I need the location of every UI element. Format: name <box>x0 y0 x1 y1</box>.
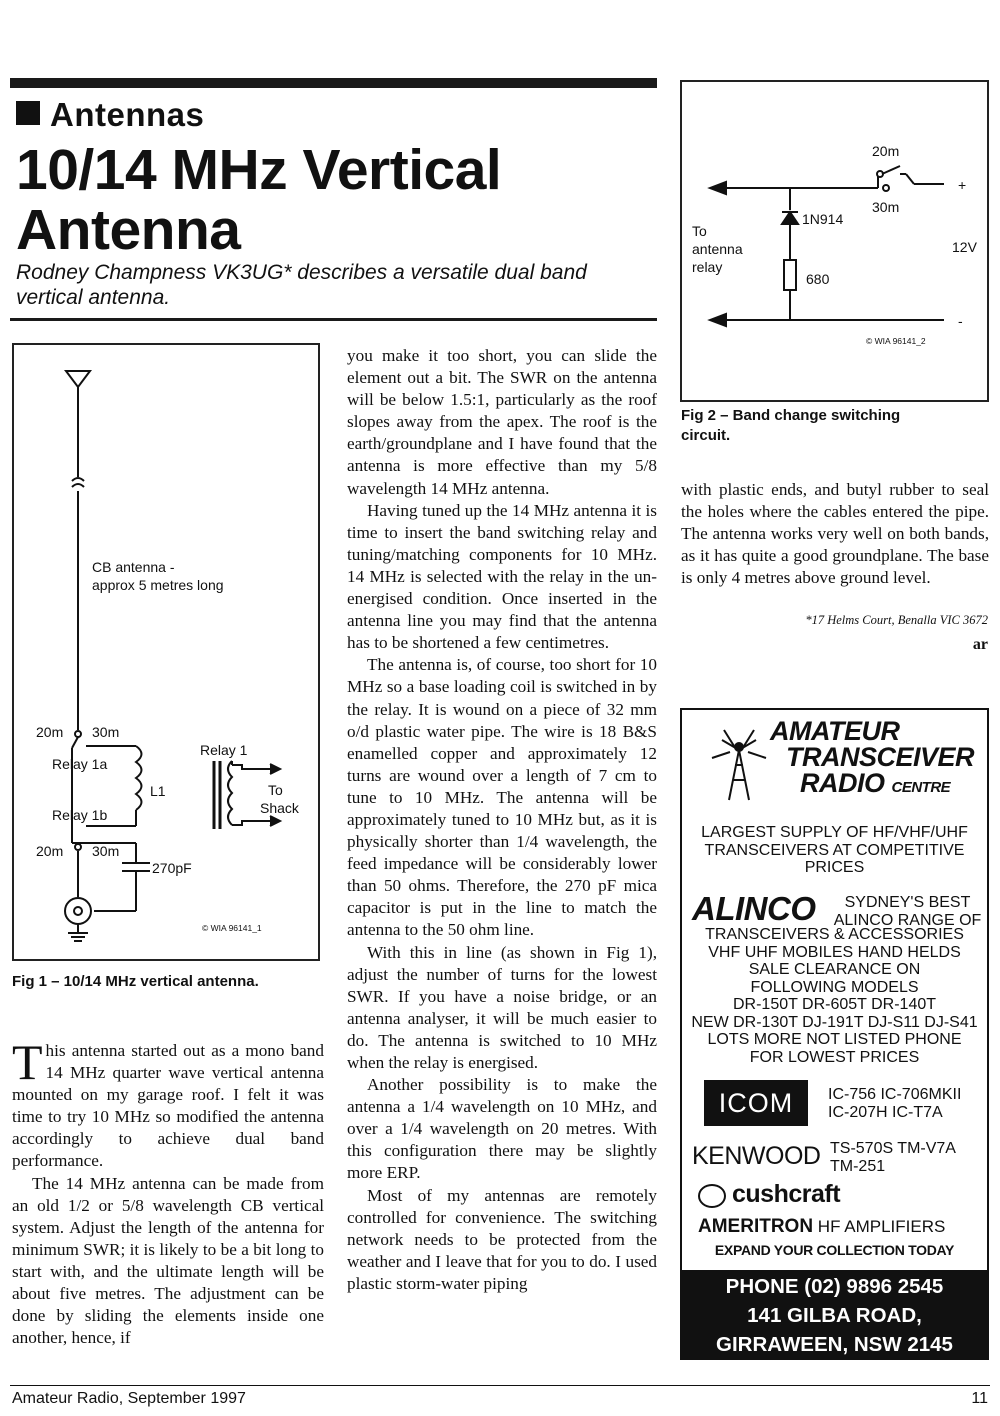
kenwood-models: TS-570S TM-V7A TM-251 <box>830 1140 956 1175</box>
column-3 <box>681 479 989 589</box>
paragraph: with plastic ends, and butyl rubber to seal the holes where the cables entered the pipe. The antenna works very well on both bands, as it has quite a good groundplane. The base is only 4 metres above ground level. <box>681 480 989 588</box>
ad-sydney-text: SYDNEY'S BEST ALINCO RANGE OF <box>833 894 982 929</box>
fig1-label-cb-1: CB antenna - <box>92 559 175 575</box>
break-mark-icon <box>72 478 84 487</box>
paragraph: This antenna started out as a mono band 14 MHz quarter wave vertical antenna mounted on my garage roof. I felt it was time to try 10 MHz so modified the antenna accordingly to achieve dual band performance. <box>12 1034 324 1171</box>
standfirst-line-2: vertical antenna. <box>16 286 171 309</box>
end-mark: ar <box>972 636 988 653</box>
ameritron-line: AMERITRON HF AMPLIFIERS <box>698 1216 946 1237</box>
relay-coil <box>228 761 232 825</box>
paragraph: Most of my antennas are remotely controlled for convenience. The switching network needs to be protected from the weather and I leave that for you to do. I used plastic storm-water piping <box>347 1185 657 1293</box>
fig1-label-30m-bot: 30m <box>92 843 120 859</box>
fig1-label-20m-bot: 20m <box>36 843 64 859</box>
paragraph: The 14 MHz antenna can be made from an old 1/2 or 5/8 wavelength CB vertical system. Adjust the length of the antenna for minimum SWR; it is likely to be a bit long to start with, and the ultimate length will be about five metres. The adjustment can be done by sliding the elements inside one another, hence, if <box>12 1173 324 1348</box>
fig1-label-cb-2: approx 5 metres long <box>92 577 224 593</box>
standfirst <box>16 260 656 310</box>
ad-supply-text: LARGEST SUPPLY OF HF/VHF/UHF TRANSCEIVERS AT COMPETITIVE PRICES <box>701 824 968 876</box>
ad-contact-block: PHONE (02) 9896 2545 141 GILBA ROAD, GIRRAWEEN, NSW 2145 <box>682 1270 987 1360</box>
fig1-credit: © WIA 96141_1 <box>202 923 262 933</box>
title-rule <box>10 318 657 321</box>
fig1-diagram <box>12 343 320 961</box>
fig2-label-antenna: antenna <box>692 241 743 257</box>
fig1-label-shack: Shack <box>260 800 299 816</box>
column-2 <box>347 345 657 1295</box>
fig2-label-diode: 1N914 <box>802 211 844 227</box>
fig2-label-resistor: 680 <box>806 271 830 287</box>
radio-tower-logo-icon <box>704 720 774 810</box>
fig2-credit: © WIA 96141_2 <box>866 336 926 346</box>
section-heading <box>16 96 204 134</box>
page-number: 11 <box>971 1390 988 1407</box>
ad-expand-text: EXPAND YOUR COLLECTION TODAY <box>714 1242 955 1258</box>
section-label: Antennas <box>50 96 205 133</box>
top-rule <box>10 78 657 88</box>
icom-logo: ICOM <box>704 1080 808 1126</box>
coil-l1 <box>136 746 142 810</box>
article-title <box>16 140 656 260</box>
paragraph: you make it too short, you can slide the element out a bit. The SWR on the antenna will be below 1.5:1, particularly as the roof slopes away from the apex. The roof is the earth/groundplane and I have found that the antenna is more effective than my 5/8 wavelength 14 MHz antenna. <box>347 346 657 498</box>
paragraph: With this in line (as shown in Fig 1), adjust the number of turns for the lowest SWR. If you have a noise bridge, or an antenna analyser, it will be much easier to do. The antenna is switched to 10 MHz when the relay is energised. <box>347 942 657 1072</box>
author-address: *17 Helms Court, Benalla VIC 3672 <box>805 613 988 627</box>
fig2-diagram <box>680 80 989 402</box>
cushcraft-logo: cushcraft <box>732 1180 841 1208</box>
diode-icon <box>782 212 798 224</box>
resistor-icon <box>784 260 796 290</box>
icom-models: IC-756 IC-706MKII IC-207H IC-T7A <box>828 1086 962 1121</box>
square-bullet-icon <box>16 101 40 125</box>
paragraph: The antenna is, of course, too short for 10 MHz so a base loading coil is switched in by the relay. It is wound on a piece of 32 mm o/d plastic water pipe. The wire is 18 B&S enamelled copper and approximately 12 turns are wound over a length of 7 cm to tune to 10 MHz. The antenna will be approximately tuned to 10 MHz but, as it is physically shorter than 1/4 wavelength, the feed impedance will be considerably lower than 50 ohms. Therefore, the 270 pF mica capacitor is put in the line to match the antenna to the 50 ohm line. <box>347 655 657 940</box>
alinco-logo: ALINCO <box>692 890 816 927</box>
atr-logo: AMATEUR TRANSCEIVER RADIO CENTRE <box>770 716 975 798</box>
antenna-symbol <box>66 371 90 387</box>
fig1-label-to: To <box>268 782 283 798</box>
globe-icon <box>698 1184 726 1208</box>
fig2-label-30m: 30m <box>872 199 900 215</box>
fig2-label-20m: 20m <box>872 143 900 159</box>
fig2-label-relay: relay <box>692 259 723 275</box>
advertisement <box>680 708 989 1360</box>
drop-cap: T <box>12 1034 43 1090</box>
paragraph: Another possibility is to make the antenna a 1/4 wavelength on 10 MHz, and over a 1/4 wavelength on 20 metres. With this configuration there may be slightly more ERP. <box>347 1075 657 1183</box>
fig1-caption: Fig 1 – 10/14 MHz vertical antenna. <box>12 973 259 990</box>
column-1 <box>12 1034 324 1349</box>
ad-alinco-list: TRANSCEIVERS & ACCESSORIES VHF UHF MOBILES HAND HELDS SALE CLEARANCE ON FOLLOWING MODELS DR-150T DR-605T DR-140T NEW DR-130T DJ-191T DJ-S11 DJ-S41 LOTS MORE NOT LISTED PHONE FOR LOWEST PRICES <box>691 926 978 1066</box>
fig2-label-12v: 12V <box>952 239 977 255</box>
fig2-label-to: To <box>692 223 707 239</box>
title-line-2: Antenna <box>16 198 241 262</box>
fig1-label-capacitor: 270pF <box>152 860 192 876</box>
fig2-caption: Fig 2 – Band change switching circuit. <box>681 407 901 444</box>
fig2-label-minus: - <box>958 313 963 329</box>
coax-socket-icon <box>65 898 91 924</box>
fig1-label-relay1: Relay 1 <box>200 742 248 758</box>
kenwood-logo: KENWOOD <box>692 1142 821 1170</box>
fig1-label-relay1b: Relay 1b <box>52 807 108 823</box>
fig1-label-relay1a: Relay 1a <box>52 756 108 772</box>
fig1-label-20m-top: 20m <box>36 724 64 740</box>
fig2-label-plus: + <box>958 177 967 193</box>
fig1-label-l1: L1 <box>150 783 166 799</box>
fig1-label-30m-top: 30m <box>92 724 120 740</box>
footer-rule <box>10 1385 990 1386</box>
title-line-1: 10/14 MHz Vertical <box>16 138 502 202</box>
paragraph: Having tuned up the 14 MHz antenna it is time to insert the band switching relay and tuning/matching components for 10 MHz. 14 MHz is selected with the relay in the un-energised condition. Once inserted in the antenna line you may find that the antenna has to be shortened a few centimetres. <box>347 500 657 653</box>
footer-publication: Amateur Radio, September 1997 <box>12 1390 246 1407</box>
standfirst-line-1: Rodney Champness VK3UG* describes a versatile dual band <box>16 261 587 284</box>
